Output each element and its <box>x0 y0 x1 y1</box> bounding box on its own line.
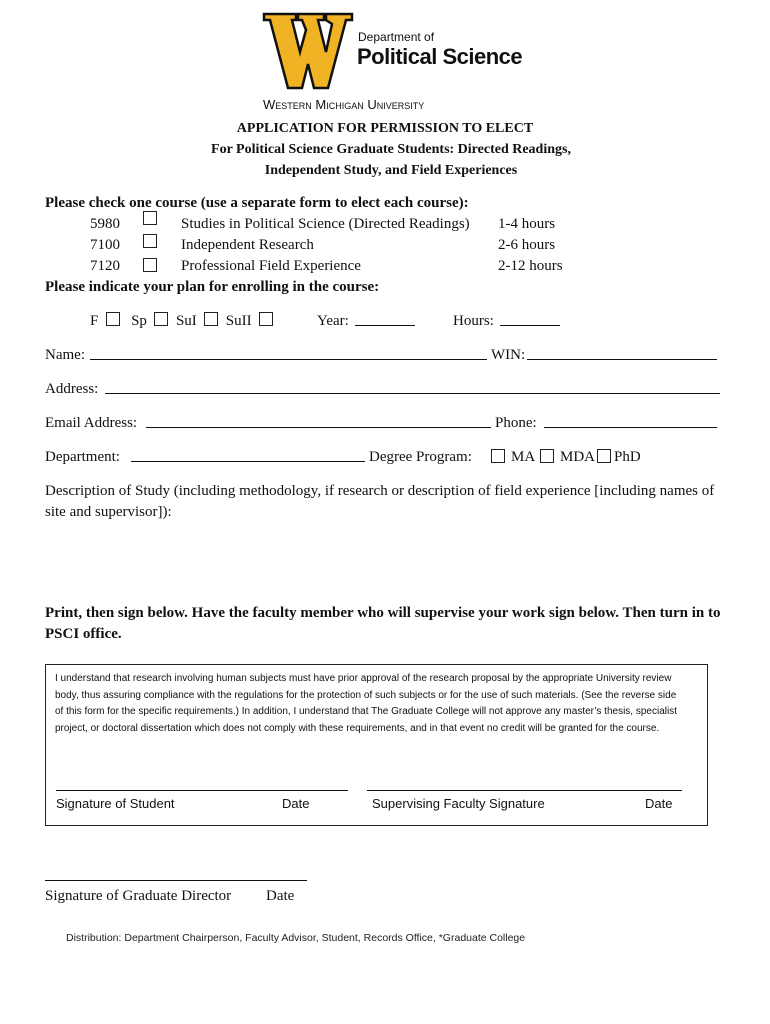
degree-phd-checkbox[interactable] <box>597 449 611 463</box>
term-f-checkbox[interactable] <box>106 312 120 326</box>
win-field[interactable] <box>527 345 717 360</box>
description-text: Description of Study (including methodology, if research or description of field experience [including names of site and supervisor]): <box>45 483 715 520</box>
w-logo-icon <box>262 12 354 90</box>
dept-small: Department of <box>358 30 435 44</box>
title-line-2: For Political Science Graduate Students: Directed Readings, <box>211 142 571 157</box>
plan-row <box>90 311 273 331</box>
course-name-7120: Professional Field Experience <box>181 258 361 274</box>
dept-large: Political Science <box>357 44 523 69</box>
director-signature-label: Signature of Graduate Director <box>45 888 232 904</box>
degree-label: Degree Program: <box>369 449 472 465</box>
course-name-5980: Studies in Political Science (Directed Readings) <box>181 216 470 232</box>
department-label: Department: <box>45 449 120 465</box>
title-line-1: APPLICATION FOR PERMISSION TO ELECT <box>236 121 534 136</box>
course-hours-5980: 1-4 hours <box>498 216 556 232</box>
phone-label: Phone: <box>495 415 537 431</box>
agreement-text: I understand that research involving human subjects must have prior approval of the research proposal by the appropriate University review body, thus assuring compliance with the regulations for the protection of such subjects or for the use of such materials. (See the reverse side of this form for the specific requirements.) In addition, I understand that The Graduate College will not approve any master’s thesis, specialist project, or doctoral dissertation which does not comply with these requirements, and in that event no credit will be granted for the course. <box>55 673 677 734</box>
wmu-logo <box>262 12 354 90</box>
degree-ma-checkbox[interactable] <box>491 449 505 463</box>
director-signature-line[interactable] <box>45 880 307 881</box>
title-line-3: Independent Study, and Field Experiences <box>264 163 518 178</box>
course-checkbox-7100[interactable] <box>143 234 157 248</box>
degree-mda-label: MDA <box>560 449 596 465</box>
course-checkbox-7120[interactable] <box>143 258 157 272</box>
address-field[interactable] <box>105 379 720 394</box>
year-label: Year: <box>317 313 349 329</box>
degree-mda-checkbox[interactable] <box>540 449 554 463</box>
degree-ma-label: MA <box>511 449 536 465</box>
hours-label: Hours: <box>453 313 494 329</box>
faculty-signature-line[interactable] <box>367 790 682 791</box>
term-sp-label: Sp <box>131 313 147 329</box>
term-f-label: F <box>90 313 99 329</box>
email-field[interactable] <box>146 413 491 428</box>
student-date-label: Date <box>282 796 310 811</box>
term-suii-label: SuII <box>225 313 252 329</box>
term-sui-label: SuI <box>175 313 197 329</box>
course-hours-7100: 2-6 hours <box>498 237 556 253</box>
course-checkbox-5980[interactable] <box>143 211 157 225</box>
faculty-date-label: Date <box>645 796 673 811</box>
university-name: Western Michigan University <box>263 97 425 112</box>
department-field[interactable] <box>131 447 365 462</box>
course-name-7100: Independent Research <box>181 237 314 253</box>
phone-field[interactable] <box>544 413 717 428</box>
email-label: Email Address: <box>45 415 138 431</box>
distribution-text: Distribution: Department Chairperson, Faculty Advisor, Student, Records Office, *Graduate College <box>66 932 526 944</box>
term-sp-checkbox[interactable] <box>154 312 168 326</box>
agreement-box <box>45 664 708 826</box>
hours-field[interactable] <box>500 311 560 326</box>
student-signature-label: Signature of Student <box>56 796 175 811</box>
win-label: WIN: <box>491 347 526 363</box>
faculty-signature-label: Supervising Faculty Signature <box>372 796 545 811</box>
courses-heading: Please check one course (use a separate form to elect each course): <box>45 195 469 211</box>
course-num-7120: 7120 <box>90 258 120 274</box>
term-suii-checkbox[interactable] <box>259 312 273 326</box>
degree-phd-label: PhD <box>614 449 641 465</box>
course-num-5980: 5980 <box>90 216 120 232</box>
term-sui-checkbox[interactable] <box>204 312 218 326</box>
plan-heading: Please indicate your plan for enrolling in the course: <box>45 279 380 295</box>
address-label: Address: <box>45 381 99 397</box>
year-field[interactable] <box>355 311 415 326</box>
name-label: Name: <box>45 347 85 363</box>
course-num-7100: 7100 <box>90 237 120 253</box>
student-signature-line[interactable] <box>56 790 348 791</box>
director-date-label: Date <box>266 888 295 904</box>
course-hours-7120: 2-12 hours <box>498 258 563 274</box>
instructions-text: Print, then sign below. Have the faculty member who will supervise your work sign below. Then turn in to PSCI office. <box>45 605 721 642</box>
name-field[interactable] <box>90 345 487 360</box>
